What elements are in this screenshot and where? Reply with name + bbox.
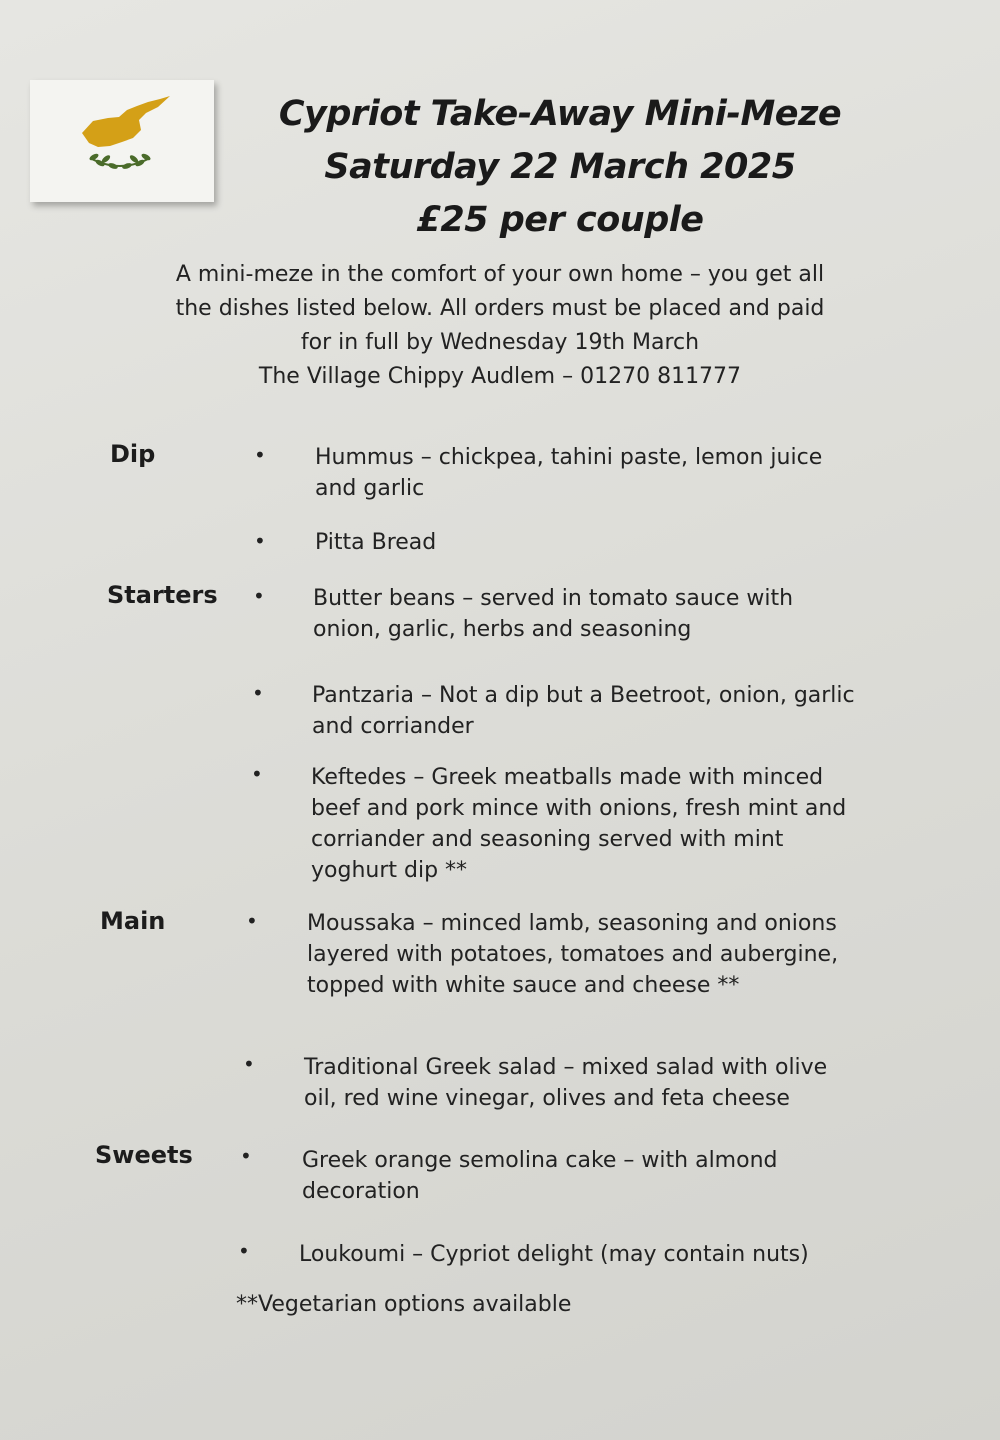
menu-item: [311, 762, 881, 886]
bullet-icon: •: [246, 909, 258, 933]
title-date: Saturday 22 March 2025: [324, 147, 796, 187]
menu-item: [299, 1239, 869, 1270]
section-label-starters: Starters: [107, 581, 218, 609]
menu-item: [307, 908, 877, 1001]
menu-item-line: and corriander: [312, 714, 474, 739]
menu-item-line: layered with potatoes, tomatoes and aubergine,: [307, 942, 839, 967]
section-label-sweets: Sweets: [95, 1141, 193, 1169]
intro-line: for in full by Wednesday 19th March: [300, 330, 700, 355]
bullet-icon: •: [253, 584, 265, 608]
menu-item-line: Butter beans – served in tomato sauce with: [313, 586, 794, 611]
menu-item-line: Keftedes – Greek meatballs made with minced: [311, 765, 824, 790]
cyprus-flag-icon: [30, 80, 214, 202]
bullet-icon: •: [238, 1239, 250, 1263]
title-line: Cypriot Take-Away Mini-Meze: [278, 94, 842, 134]
menu-item-line: Loukoumi – Cypriot delight (may contain nuts): [299, 1242, 809, 1267]
menu-item: [313, 583, 883, 645]
intro-line: A mini-meze in the comfort of your own home – you get all: [175, 262, 825, 287]
menu-item-line: Traditional Greek salad – mixed salad with olive: [304, 1055, 828, 1080]
vegetarian-footnote: **Vegetarian options available: [236, 1292, 572, 1317]
menu-item-line: Pitta Bread: [315, 530, 437, 555]
menu-item-line: beef and pork mince with onions, fresh mint and: [311, 796, 847, 821]
bullet-icon: •: [254, 443, 266, 467]
menu-title: [230, 88, 890, 247]
menu-item-line: yoghurt dip **: [311, 858, 468, 883]
menu-item: [304, 1052, 874, 1114]
menu-item: [302, 1145, 872, 1207]
menu-item-line: Pantzaria – Not a dip but a Beetroot, onion, garlic: [312, 683, 855, 708]
menu-item-line: corriander and seasoning served with mint: [311, 827, 784, 852]
intro-text: [100, 258, 900, 394]
section-label-dip: Dip: [110, 440, 156, 468]
bullet-icon: •: [243, 1052, 255, 1076]
menu-item-line: onion, garlic, herbs and seasoning: [313, 617, 692, 642]
bullet-icon: •: [252, 681, 264, 705]
intro-line: the dishes listed below. All orders must be placed and paid: [175, 296, 825, 321]
menu-item-line: decoration: [302, 1179, 420, 1204]
menu-item-line: topped with white sauce and cheese **: [307, 973, 740, 998]
menu-item-line: Greek orange semolina cake – with almond: [302, 1148, 778, 1173]
bullet-icon: •: [254, 529, 266, 553]
bullet-icon: •: [251, 762, 263, 786]
bullet-icon: •: [240, 1144, 252, 1168]
menu-item-line: Hummus – chickpea, tahini paste, lemon juice: [315, 445, 823, 470]
menu-item-line: Moussaka – minced lamb, seasoning and onions: [307, 911, 837, 936]
menu-item: [315, 442, 885, 504]
intro-contact: The Village Chippy Audlem – 01270 811777: [258, 364, 742, 389]
menu-item: [315, 527, 885, 558]
title-price: £25 per couple: [416, 200, 704, 240]
menu-item-line: oil, red wine vinegar, olives and feta cheese: [304, 1086, 790, 1111]
menu-item-line: and garlic: [315, 476, 425, 501]
section-label-main: Main: [100, 907, 166, 935]
menu-item: [312, 680, 882, 742]
